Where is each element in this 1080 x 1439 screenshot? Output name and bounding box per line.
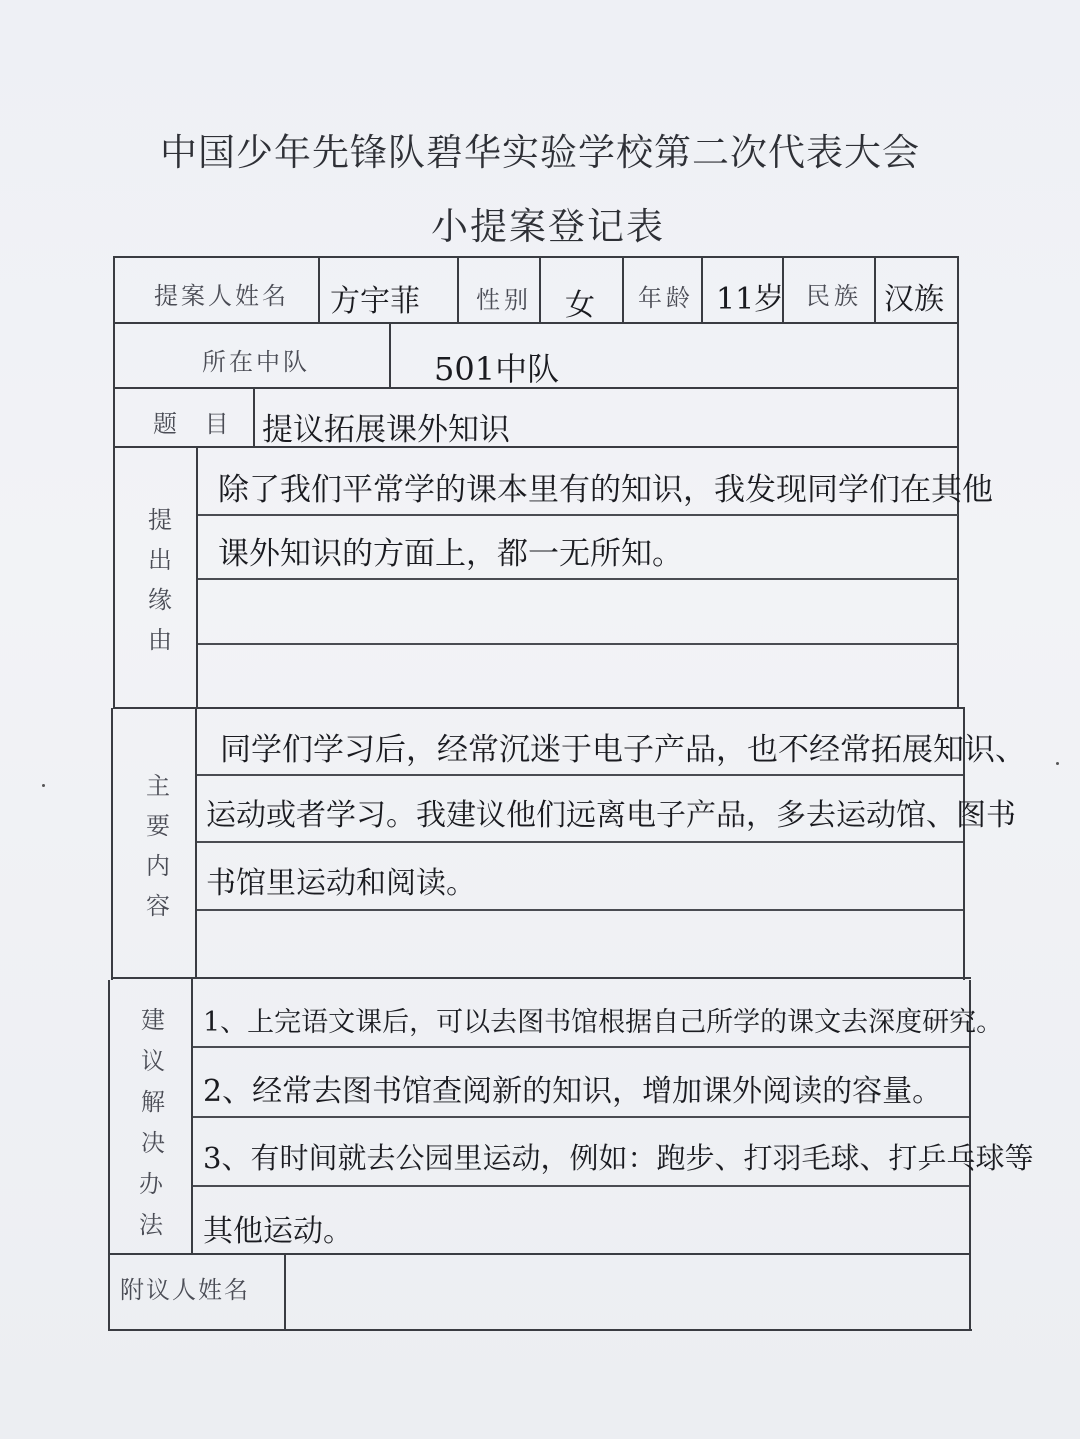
reason-rule-2 (198, 578, 958, 580)
col-line-r1-d (622, 256, 624, 323)
label-solution-char: 建 (141, 1006, 165, 1034)
label-proposer-name: 提案人姓名 (154, 282, 289, 310)
value-squad: 501中队 (434, 350, 560, 388)
content-rule-3 (197, 909, 963, 911)
form-subtitle: 小提案登记表 (431, 205, 665, 248)
form-title: 中国少年先锋队碧华实验学校第二次代表大会 (160, 131, 920, 174)
table-border-left-3 (108, 980, 110, 1331)
col-line-content (195, 707, 197, 978)
col-line-r1-e (701, 256, 703, 323)
row-line-5 (111, 977, 971, 979)
col-line-r1-g (874, 256, 876, 323)
label-squad: 所在中队 (202, 348, 310, 376)
value-age: 11岁 (716, 282, 785, 317)
reason-rule-1 (198, 514, 958, 516)
label-solution-char: 决 (141, 1129, 165, 1157)
content-rule-2 (197, 841, 963, 843)
content-line: 运动或者学习。我建议他们远离电子产品，多去运动馆、图书 (206, 798, 1016, 833)
row-line-6 (108, 1253, 971, 1255)
label-content-char: 内 (146, 852, 170, 880)
label-gender: 性别 (476, 286, 532, 314)
row-line-4 (113, 707, 965, 709)
label-cosigner: 附议人姓名 (120, 1276, 250, 1304)
label-solution-char: 解 (141, 1088, 165, 1116)
col-line-r2 (389, 322, 391, 388)
label-reason-char: 缘 (148, 586, 172, 614)
solution-rule-3 (193, 1185, 969, 1187)
content-line: 书馆里运动和阅读。 (206, 866, 476, 901)
content-line: 同学们学习后，经常沉迷于电子产品，也不经常拓展知识、 (220, 732, 1026, 768)
paper-speck (1056, 762, 1059, 765)
label-reason-char: 提 (148, 506, 172, 534)
solution-rule-1 (193, 1046, 969, 1048)
label-content-char: 容 (146, 892, 170, 920)
col-line-reason (196, 446, 198, 708)
col-line-r1-a (318, 256, 320, 323)
solution-line: 2、经常去图书馆查阅新的知识，增加课外阅读的容量。 (203, 1074, 943, 1109)
solution-line: 1、上完语文课后，可以去图书馆根据自己所学的课文去深度研究。 (203, 1007, 1004, 1038)
value-proposer-name: 方宇菲 (330, 284, 420, 319)
label-reason-char: 出 (148, 546, 172, 574)
col-line-r1-b (457, 256, 459, 323)
reason-rule-3 (198, 643, 958, 645)
reason-line: 课外知识的方面上，都一无所知。 (218, 536, 683, 572)
reason-line: 除了我们平常学的课本里有的知识，我发现同学们在其他 (218, 472, 993, 508)
label-content-char: 要 (146, 812, 170, 840)
label-topic: 题 目 (153, 410, 239, 438)
label-age: 年龄 (638, 284, 694, 312)
content-rule-1 (197, 774, 963, 776)
label-reason-char: 由 (148, 626, 172, 654)
table-border-bottom (108, 1329, 972, 1331)
value-ethnicity: 汉族 (884, 282, 944, 317)
label-solution-char: 议 (141, 1047, 165, 1075)
solution-line: 3、有时间就去公园里运动，例如：跑步、打羽毛球、打乒乓球等 (203, 1141, 1034, 1175)
col-line-r3 (253, 387, 255, 447)
col-line-r1-c (539, 256, 541, 323)
row-line-3 (113, 446, 959, 448)
table-border-left-2 (111, 708, 113, 980)
label-content-char: 主 (146, 772, 170, 800)
table-border-top (113, 256, 959, 258)
solution-line: 其他运动。 (203, 1214, 353, 1249)
label-solution-char: 办 (139, 1170, 163, 1198)
value-gender: 女 (565, 288, 595, 323)
col-line-cosigner (284, 1253, 286, 1330)
label-solution-char: 法 (139, 1211, 163, 1239)
solution-rule-2 (193, 1116, 969, 1118)
label-ethnicity: 民族 (806, 282, 862, 310)
row-line-1 (113, 322, 959, 324)
value-topic: 提议拓展课外知识 (262, 412, 510, 448)
paper-speck (42, 784, 45, 787)
